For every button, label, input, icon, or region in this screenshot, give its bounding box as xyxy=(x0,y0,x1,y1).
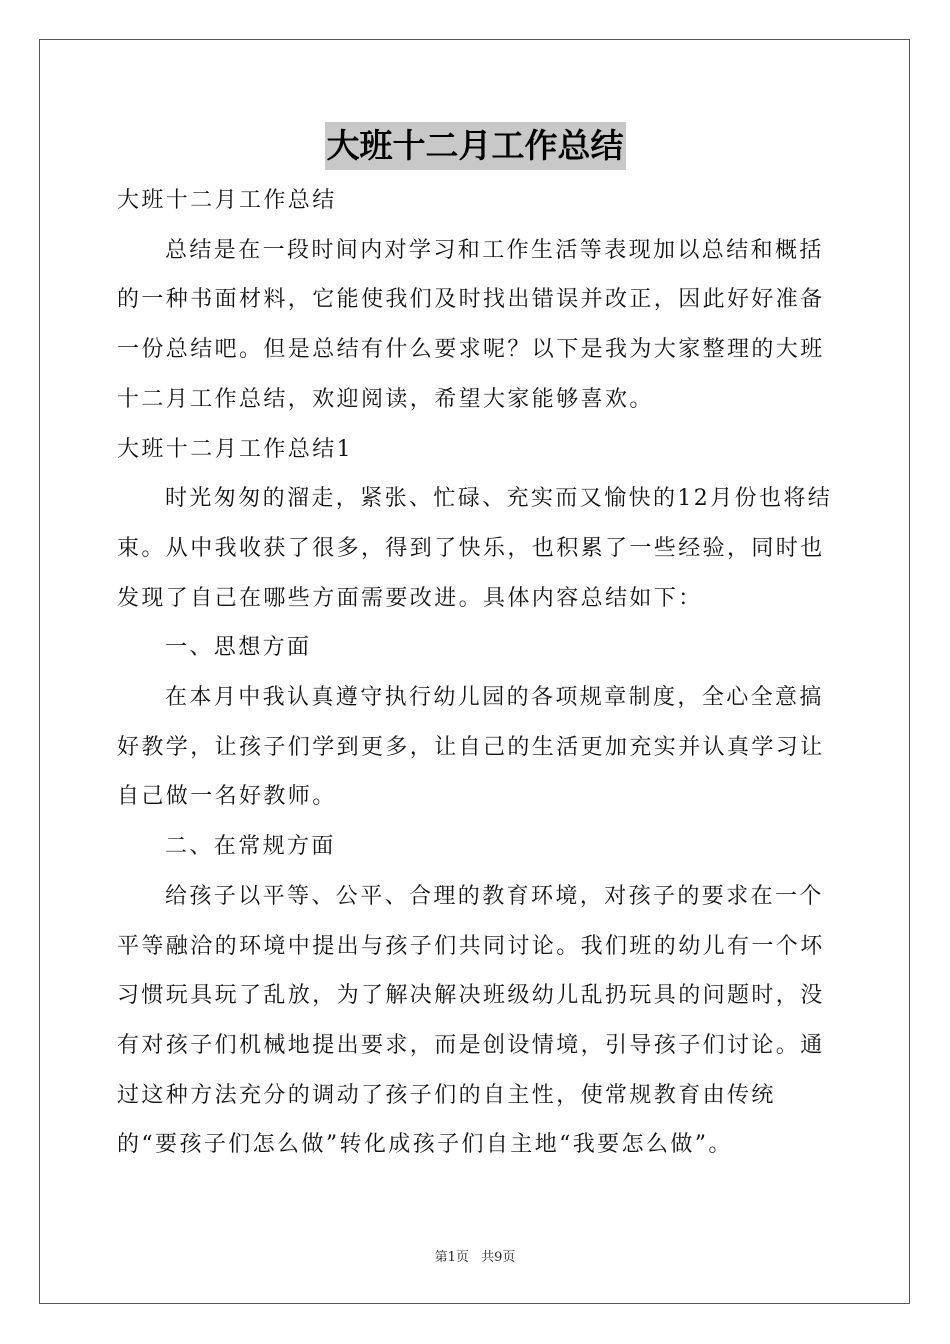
subsection-heading: 二、在常规方面 xyxy=(165,834,336,860)
page-number: 第1页 xyxy=(434,1250,469,1265)
subtitle-paragraph: 大班十二月工作总结 xyxy=(117,188,337,213)
subsection-heading: 一、思想方面 xyxy=(165,635,312,661)
page-footer xyxy=(0,1246,950,1265)
section-heading: 大班十二月工作总结1 xyxy=(117,436,353,462)
body-paragraph: 给孩子以平等、公平、合理的教育环境，对孩子的要求在一个平等融洽的环境中提出与孩子们共同讨论。我们班的幼儿有一个坏习惯玩具玩了乱放，为了解决解决班级幼儿乱扔玩具的问题时，没有对孩子们机械地提出要求，而是创设情境，引导孩子们讨论。通过这种方法充分的调动了孩子们的自主性，使常规教育由传统的“要孩子们怎么做”转化成孩子们自主地“我要怎么做”。 xyxy=(117,883,825,1158)
body-paragraph: 时光匆匆的溜走，紧张、忙碌、充实而又愉快的12月份也将结束。从中我收获了很多，得到了快乐，也积累了一些经验，同时也发现了自己在哪些方面需要改进。具体内容总结如下： xyxy=(117,486,833,611)
body-paragraph: 在本月中我认真遵守执行幼儿园的各项规章制度，全心全意搞好教学，让孩子们学到更多，让自己的生活更加充实并认真学习让自己做一名好教师。 xyxy=(117,685,825,810)
intro-paragraph: 总结是在一段时间内对学习和工作生活等表现加以总结和概括的一种书面材料，它能使我们及时找出错误并改正，因此好好准备一份总结吧。但是总结有什么要求呢？以下是我为大家整理的大班十二月工作总结，欢迎阅读，希望大家能够喜欢。 xyxy=(117,237,825,412)
document-body xyxy=(117,176,835,1170)
title-container xyxy=(0,122,950,170)
document-title: 大班十二月工作总结 xyxy=(325,122,626,170)
total-pages: 共9页 xyxy=(481,1250,516,1265)
